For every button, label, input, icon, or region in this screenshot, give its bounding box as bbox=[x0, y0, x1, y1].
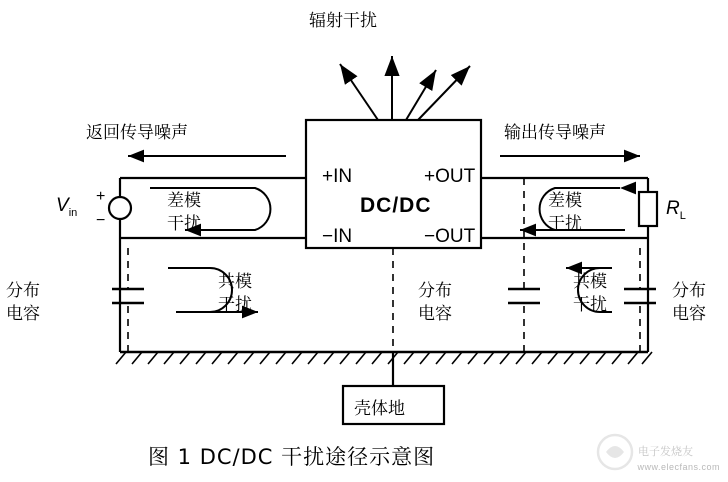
load-resistor-subscript: L bbox=[679, 209, 686, 222]
label-common-mode-left-line2: 干扰 bbox=[218, 295, 252, 315]
label-return-conducted-noise: 返回传导噪声 bbox=[86, 123, 188, 143]
label-radiated-interference: 辐射干扰 bbox=[309, 11, 377, 31]
source-voltage-symbol: V bbox=[56, 195, 69, 216]
label-stray-cap-left-line2: 电容 bbox=[6, 304, 40, 324]
label-stray-cap-right-line2: 电容 bbox=[672, 304, 706, 324]
port-out-minus: −OUT bbox=[424, 226, 476, 247]
source-plus-sign: + bbox=[96, 188, 106, 205]
label-diff-mode-right-line2: 干扰 bbox=[548, 214, 582, 234]
watermark-url: www.elecfans.com bbox=[637, 462, 720, 472]
source-voltage-label bbox=[56, 195, 77, 219]
label-stray-cap-right-line1: 分布 bbox=[672, 281, 706, 301]
label-common-mode-right-line2: 干扰 bbox=[573, 295, 607, 315]
label-diff-mode-left-line1: 差模 bbox=[167, 191, 201, 211]
watermark-brand: 电子发烧友 bbox=[638, 445, 693, 458]
port-in-plus: +IN bbox=[322, 166, 353, 187]
figure-caption: 图 1 DC/DC 干扰途径示意图 bbox=[148, 445, 436, 469]
label-diff-mode-right-line1: 差模 bbox=[548, 191, 582, 211]
label-output-conducted-noise: 输出传导噪声 bbox=[504, 123, 606, 143]
label-stray-cap-mid-line2: 电容 bbox=[418, 304, 452, 324]
source-voltage-subscript: in bbox=[68, 206, 78, 219]
radiated-arrows bbox=[340, 56, 470, 120]
dcdc-block-label: DC/DC bbox=[360, 194, 432, 217]
load-resistor-label bbox=[666, 198, 686, 222]
label-diff-mode-left-line2: 干扰 bbox=[167, 214, 201, 234]
watermark-logo bbox=[598, 435, 632, 469]
ground-risers bbox=[120, 238, 648, 352]
label-common-mode-left-line1: 共模 bbox=[218, 272, 252, 292]
port-in-minus: −IN bbox=[322, 226, 353, 247]
ground-hatching bbox=[116, 352, 652, 364]
voltage-source-symbol bbox=[109, 197, 131, 219]
label-chassis-ground: 壳体地 bbox=[354, 399, 405, 419]
source-minus-sign: − bbox=[96, 212, 106, 229]
label-common-mode-right-line1: 共模 bbox=[573, 272, 607, 292]
port-out-plus: +OUT bbox=[424, 166, 476, 187]
label-stray-cap-left-line1: 分布 bbox=[6, 281, 40, 301]
load-resistor-symbol bbox=[639, 192, 657, 226]
load-resistor-symbol-text: R bbox=[666, 198, 680, 219]
label-stray-cap-mid-line1: 分布 bbox=[418, 281, 452, 301]
